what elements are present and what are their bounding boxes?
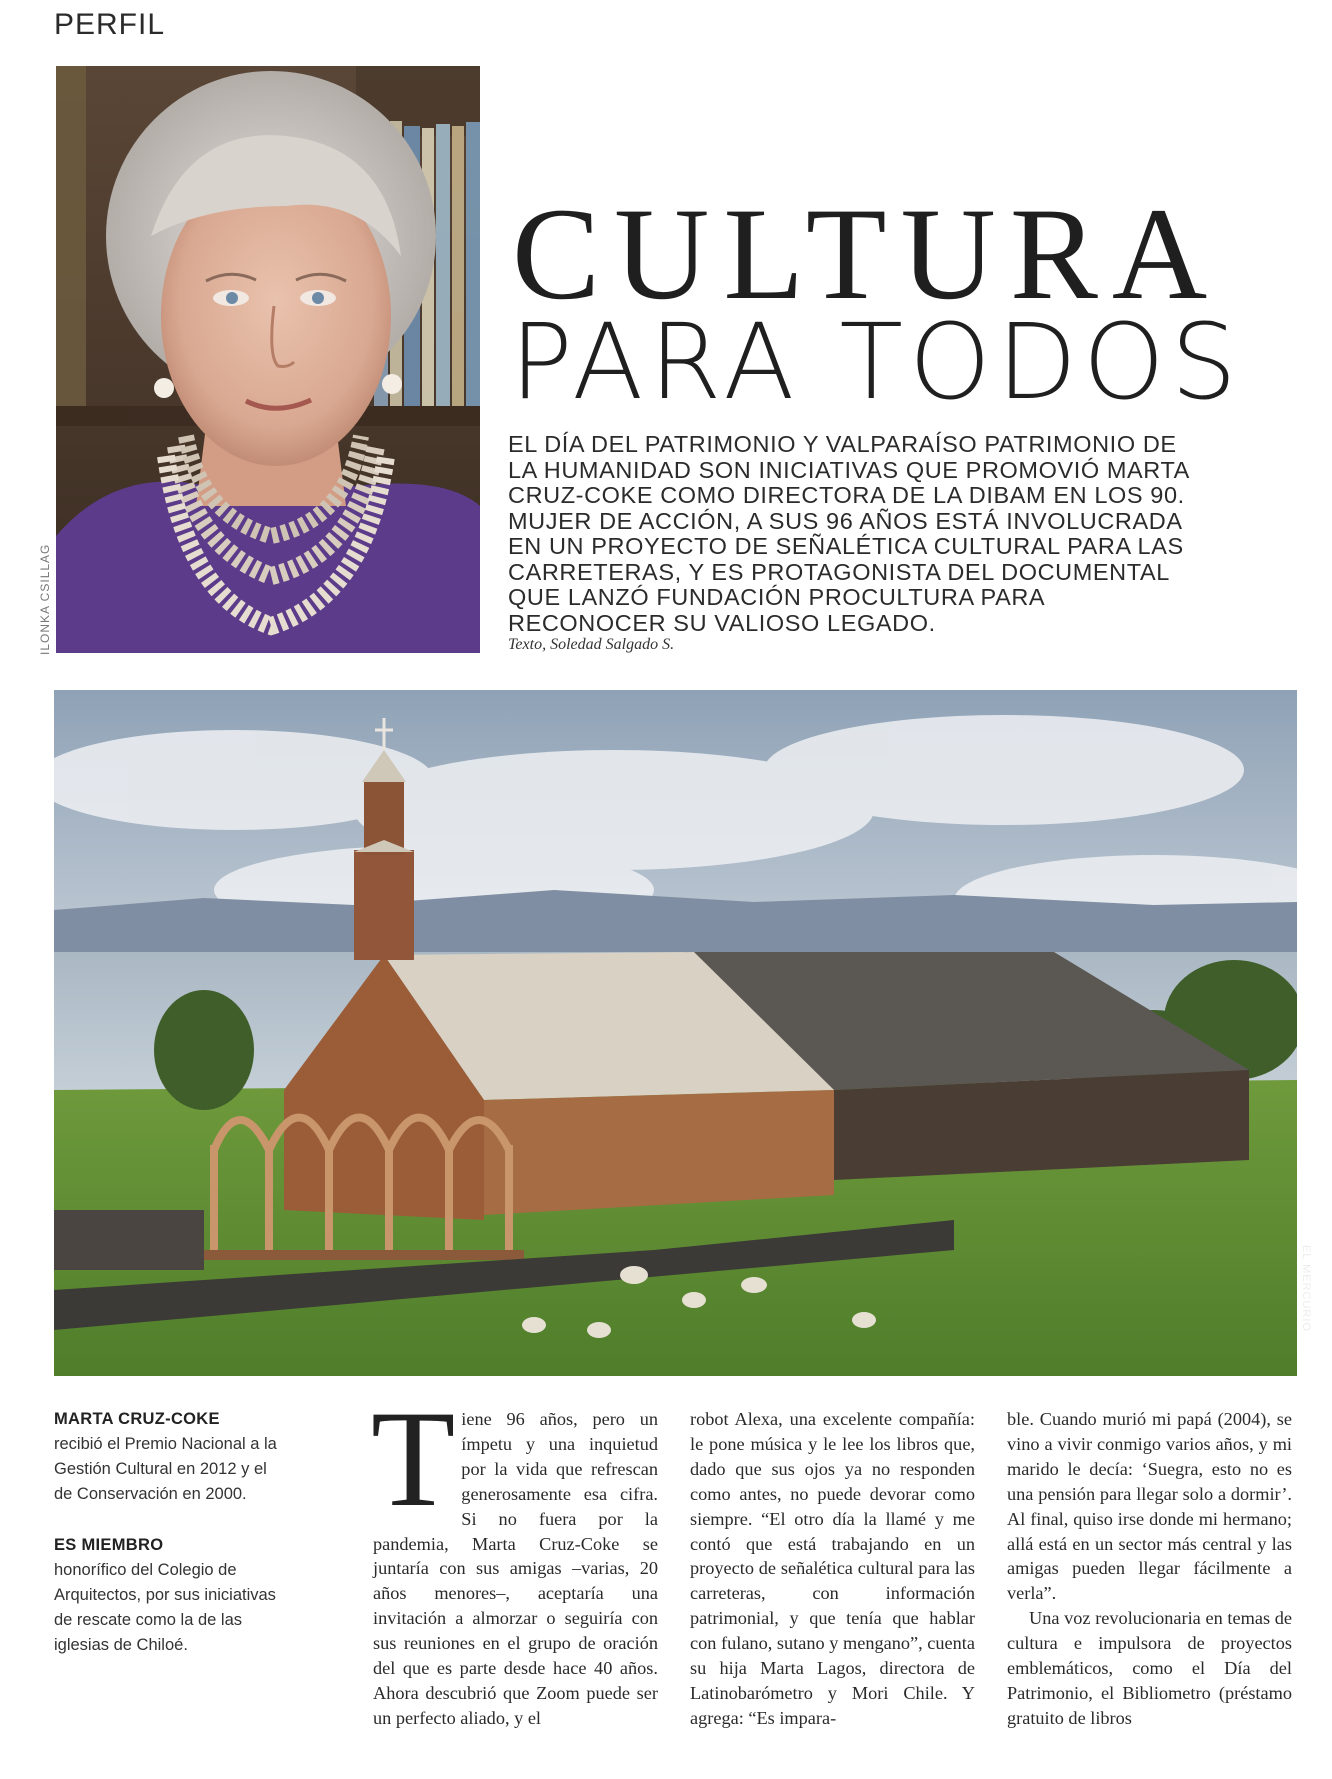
lede-paragraph: EL DÍA DEL PATRIMONIO Y VALPARAÍSO PATRIMONIO DE LA HUMANIDAD SON INICIATIVAS QUE PROMOVIÓ MARTA CRUZ-COKE COMO DIRECTORA DE LA DIBAM EN LOS 90. MUJER DE ACCIÓN, A SUS 96 AÑOS ESTÁ INVOLUCRADA EN UN PROYECTO DE SEÑALÉTICA CULTURAL PARA LAS CARRETERAS, Y ES PROTAGONISTA DEL DOCUMENTAL QUE LANZÓ FUNDACIÓN PROCULTURA PARA RECONOCER SU VALIOSO LEGADO. bbox=[508, 431, 1189, 636]
title-line-1: CULTURA bbox=[512, 180, 1222, 327]
fact-item-2 bbox=[54, 1533, 284, 1658]
column-2-text: robot Alexa, una excelente compañía: le pone música y le lee los libros que, dado que sus ojos ya no responden como antes, no puede devorar como siempre. “El otro día la llamé y me contó que está trabajando en un proyecto de señalética cultural para las carreteras, con información patrimonial, y que tenía que hablar con fulano, sutano y mengano”, cuenta su hija Marta Lagos, directora de Latinobarómetro y Mori Chile. Y agrega: “Es impara- bbox=[690, 1409, 975, 1728]
church-photo bbox=[54, 690, 1297, 1376]
portrait-photo bbox=[56, 66, 480, 653]
column-3-paragraph-1: ble. Cuando murió mi papá (2004), se vino a vivir conmigo varios años, y mi marido le decía: ‘Suegra, esto no es una pensión para llegar solo a dormir’. Al final, quiso irse donde mi hermano; allá está en un sector más central y las amigas pueden llegar fácilmente a verla”. bbox=[1007, 1409, 1292, 1604]
article-column-1 bbox=[371, 1382, 658, 1731]
byline: Texto, Soledad Salgado S. bbox=[508, 636, 675, 653]
column-3-paragraph-2: Una voz revolucionaria en temas de cultura e impulsora de proyectos emblemáticos, como el Día del Patrimonio, el Bibliometro (préstamo gratuito de libros bbox=[1007, 1608, 1292, 1728]
fact-1-text: recibió el Premio Nacional a la Gestión Cultural en 2012 y el de Conservación en 2000. bbox=[54, 1435, 277, 1503]
fact-item-1 bbox=[54, 1407, 284, 1507]
column-1-text: iene 96 años, pero un ímpetu y una inquietud por la vida que refrescan generosamente esa cifra. Si no fuera por la pandemia, Marta Cruz-Coke se juntaría con sus amigas –varias, 20 años menores–, aceptaría una invitación a almorzar o seguiría con sus reuniones en el grupo de oración del que es parte desde hace 40 años. Ahora descubrió que Zoom puede ser un perfecto aliado, y el bbox=[373, 1409, 658, 1728]
photo-credit-church: EL MERCURIO bbox=[1300, 1245, 1312, 1332]
fact-1-heading: MARTA CRUZ-COKE bbox=[54, 1410, 220, 1428]
article-column-2 bbox=[690, 1407, 975, 1731]
article-column-3 bbox=[1007, 1407, 1292, 1731]
fact-2-text: honorífico del Colegio de Arquitectos, por sus iniciativas de rescate como la de las iglesias de Chiloé. bbox=[54, 1561, 276, 1654]
sidebar-facts bbox=[54, 1407, 284, 1684]
fact-2-heading: ES MIEMBRO bbox=[54, 1536, 164, 1554]
photo-credit-portrait: ILONKA CSILLAG bbox=[38, 543, 52, 655]
title-line-2: PARA TODOS bbox=[510, 301, 1243, 423]
section-label: PERFIL bbox=[54, 8, 166, 41]
drop-cap: T bbox=[371, 1382, 456, 1535]
